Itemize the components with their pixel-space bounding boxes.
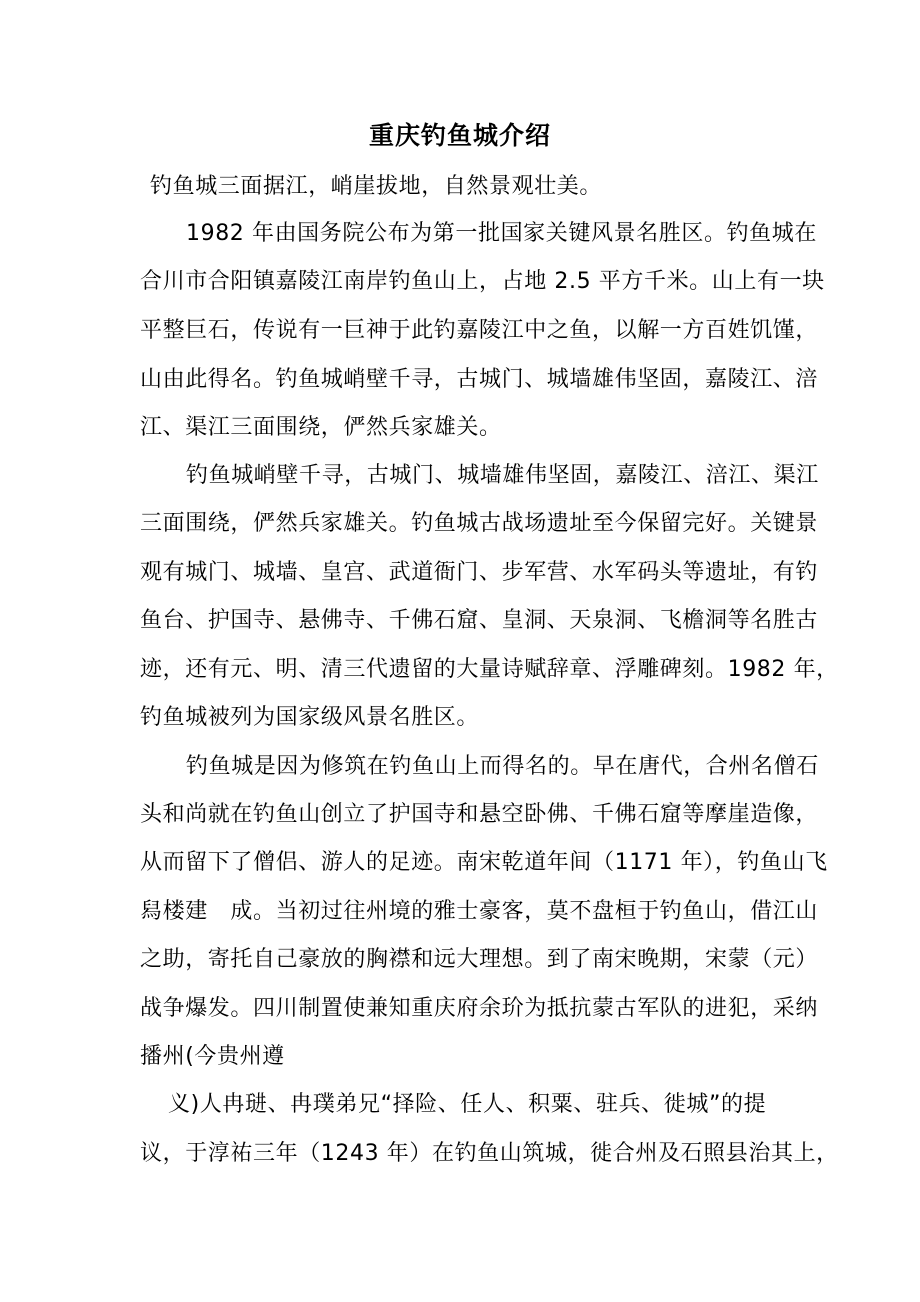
paragraph-line: 合川市合阳镇嘉陵江南岸钓鱼山上，占地 2.5 平方千米。山上有一块 (140, 269, 825, 294)
paragraph-line: 战争爆发。四川制置使兼知重庆府余玠为抵抗蒙古军队的进犯，采纳 (140, 996, 819, 1021)
paragraph-line: 1982 年由国务院公布为第一批国家关键风景名胜区。钓鱼城在 (186, 221, 817, 246)
paragraph-line: 钓鱼城被列为国家级风景名胜区。 (140, 705, 480, 730)
paragraph-line: 鱼台、护国寺、悬佛寺、千佛石窟、皇洞、天泉洞、飞檐洞等名胜古 (140, 608, 819, 633)
paragraph-line: 山由此得名。钓鱼城峭壁千寻，古城门、城墙雄伟坚固，嘉陵江、涪 (140, 367, 819, 392)
paragraph-line: 三面围绕，俨然兵家雄关。钓鱼城古战场遗址至今保留完好。关键景 (140, 511, 819, 536)
document-title: 重庆钓鱼城介绍 (368, 121, 551, 150)
paragraph-line: 钓鱼城是因为修筑在钓鱼山上而得名的。早在唐代，合州名僧石 (186, 754, 819, 779)
paragraph-line: 迹，还有元、明、清三代遗留的大量诗赋辞章、浮雕碑刻。1982 年， (140, 657, 839, 682)
paragraph-line: 头和尚就在钓鱼山创立了护国寺和悬空卧佛、千佛石窟等摩崖造像， (140, 802, 819, 827)
paragraph-line: 之助，寄托自己豪放的胸襟和远大理想。到了南宋晚期，宋蒙（元） (140, 947, 819, 972)
paragraph-line: 江、渠江三面围绕，俨然兵家雄关。 (140, 415, 502, 440)
paragraph-line: 平整巨石，传说有一巨神于此钓嘉陵江中之鱼，以解一方百姓饥馑， (140, 318, 819, 343)
paragraph-line: 播州(今贵州遵 (140, 1044, 285, 1069)
paragraph-line: 钓鱼城峭壁千寻，古城门、城墙雄伟坚固，嘉陵江、涪江、渠江 (186, 463, 819, 488)
paragraph-line: 从而留下了僧侣、游人的足迹。南宋乾道年间（1171 年），钓鱼山飞 (140, 850, 828, 875)
paragraph-line: 义)人冉琎、冉璞弟兄“择险、任人、积粟、驻兵、徙城”的提 (168, 1092, 767, 1117)
paragraph-line: 钓鱼城三面据江，峭崖拔地，自然景观壮美。 (150, 174, 603, 199)
paragraph-line: 舄楼建 成。当初过往州境的雅士豪客，莫不盘桓于钓鱼山，借江山 (140, 899, 819, 924)
paragraph-line: 观有城门、城墙、皇宫、武道衙门、步军营、水军码头等遗址，有钓 (140, 560, 819, 585)
paragraph-line: 议，于淳祐三年（1243 年）在钓鱼山筑城，徙合州及石照县治其上， (140, 1141, 839, 1166)
